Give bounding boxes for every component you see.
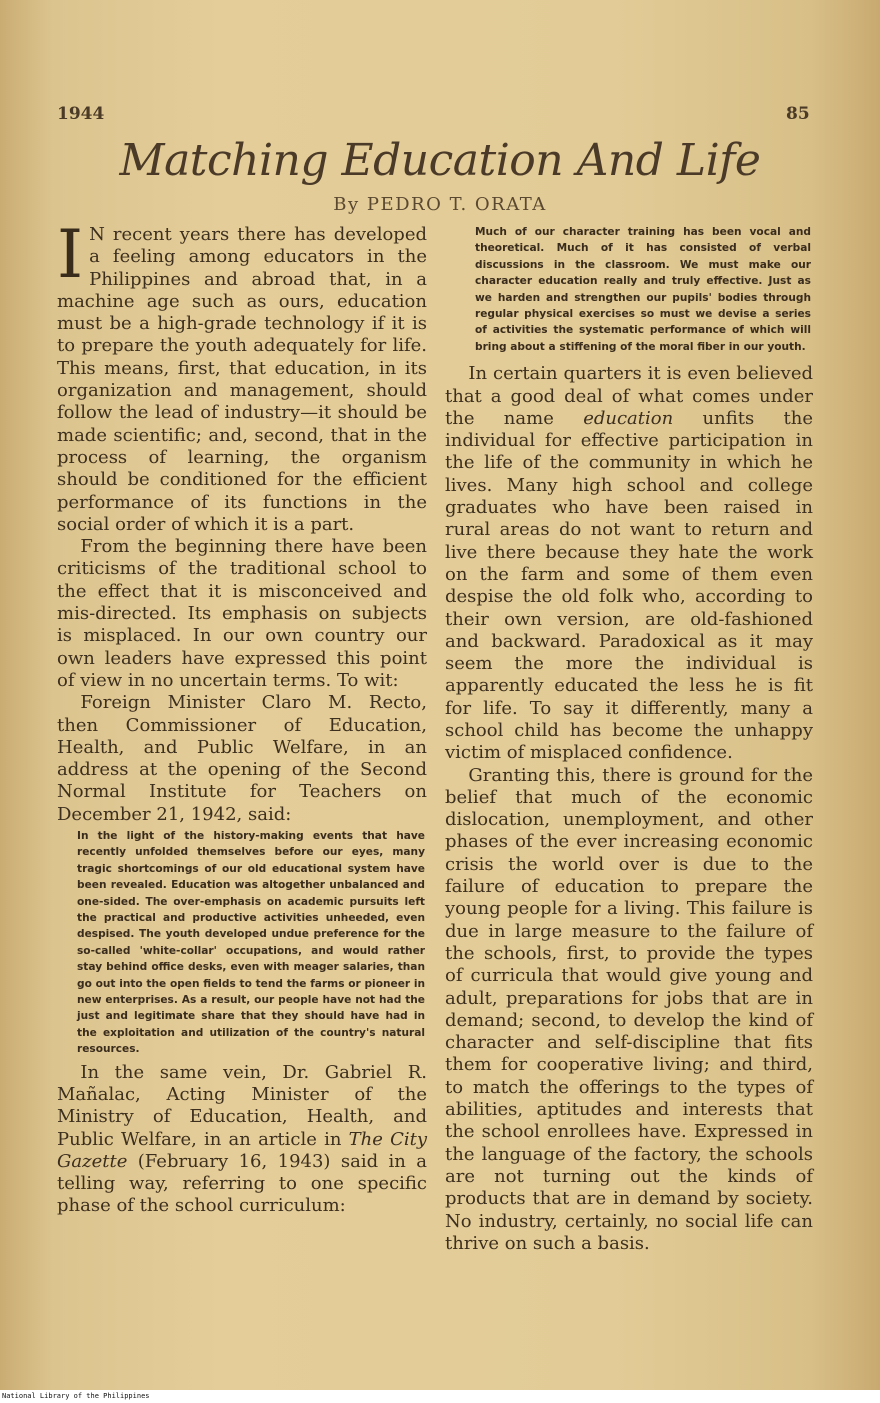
paragraph-granting: Granting this, there is ground for the belief that much of the economic dislocation, unemployment, and other phases of the ever increasing economic crisis the world over is due to the failure of education to prepare the young people for a living. This failure is due in large measure to the failure of the schools, first, to provide the types of curricula that would give young and adult, preparations for jobs that are in demand; second, to develop the kind of character and self-discipline that fits them for cooperative living; and third, to match the offerings to the types of abilities, aptitudes and interests that the school enrollees have. Expressed in the language of the factory, the schools are not turning out the kinds of products that are in demand by society. No industry, certainly, no social life can thrive on such a basis. <box>445 764 813 1254</box>
paragraph-intro-text: N recent years there has developed a feeling among educators in the Philippines and abroad that, in a machine age such as ours, education must be a high-grade technology if it is to prepare the youth adequately for life. This means, first, that education, in its organization and management, should follow the lead of industry—it should be made scientific; and, second, that in the process of learning, the organism should be conditioned for the efficient performance of its functions in the social order of which it is a part. <box>57 224 427 535</box>
paragraph-intro <box>57 216 427 536</box>
paragraph-recto: Foreign Minister Claro M. Recto, then Commissioner of Education, Health, and Public Welfare, in an address at the opening of the Second Normal Institute for Teachers on December 21, 1942, said: <box>57 692 427 825</box>
paragraph-manalac-text-2: (February 16, 1943) said in a telling way, referring to one specific phase of the school curriculum: <box>57 1150 427 1217</box>
article-title: Matching Education And Life <box>119 135 761 186</box>
paragraph-criticisms: From the beginning there have been criticisms of the traditional school to the effect that it is misconceived and mis-directed. Its emphasis on subjects is misplaced. In our own country our own leaders have expressed this point of view in no uncertain terms. To wit: <box>57 536 427 691</box>
paragraph-unfit-text-1: In certain quarters it is even believed that a good deal of what comes under the name <box>445 363 813 429</box>
paragraph-manalac <box>57 1062 427 1218</box>
quote-recto: In the light of the history-making events that have recently unfolded themselves before our eyes, many tragic shortcomings of our old educational system have been revealed. Education was altogether unbalanced and one-sided. The over-emphasis on academic pursuits left the practical and productive activities unheeded, even despised. The youth developed undue preference for the so-called 'white-collar' occupations, and would rather stay behind office desks, even with meager salaries, than go out into the open fields to tend the farms or pioneer in new enterprises. As a result, our people have not had the just and legitimate share that they should have had in the exploitation and utilization of the country's natural resources. <box>77 830 425 1056</box>
right-column <box>445 224 813 1255</box>
quote-manalac: Much of our character training has been vocal and theoretical. Much of it has consisted of verbal discussions in the classroom. We must make our character education really and truly effective. Just as we harden and strengthen our pupils' bodies through regular physical exercises so must we devise a series of activities the systematic performance of which will bring about a stiffening of the moral fiber in our youth. <box>475 226 811 353</box>
article-byline: By PEDRO T. ORATA <box>333 194 547 215</box>
library-credit: National Library of the Philippines <box>0 1390 880 1403</box>
paragraph-unfit <box>445 363 813 764</box>
drop-cap: I <box>57 216 84 293</box>
page-number: 85 <box>786 104 810 124</box>
emphasis-education: education <box>583 407 674 429</box>
paragraph-unfit-text-2: unfits the individual for effective participation in the life of the community in which he lives. Many high school and college graduates who have been raised in rural areas do not want to return and live there because they hate the work on the farm and some of them even despise the old folk who, according to their own version, are old-fashioned and backward. Paradoxical as it may seem the more the individual is apparently educated the less he is fit for life. To say it differently, many a school child has become the unhappy victim of misplaced confidence. <box>445 407 813 764</box>
page-year: 1944 <box>57 104 105 124</box>
paragraph-manalac-text-1: In the same vein, Dr. Gabriel R. Mañalac, Acting Minister of the Ministry of Education, Health, and Public Welfare, in an article in <box>57 1061 427 1150</box>
publication-name: The City Gazette <box>57 1128 427 1172</box>
left-column <box>57 216 427 1218</box>
